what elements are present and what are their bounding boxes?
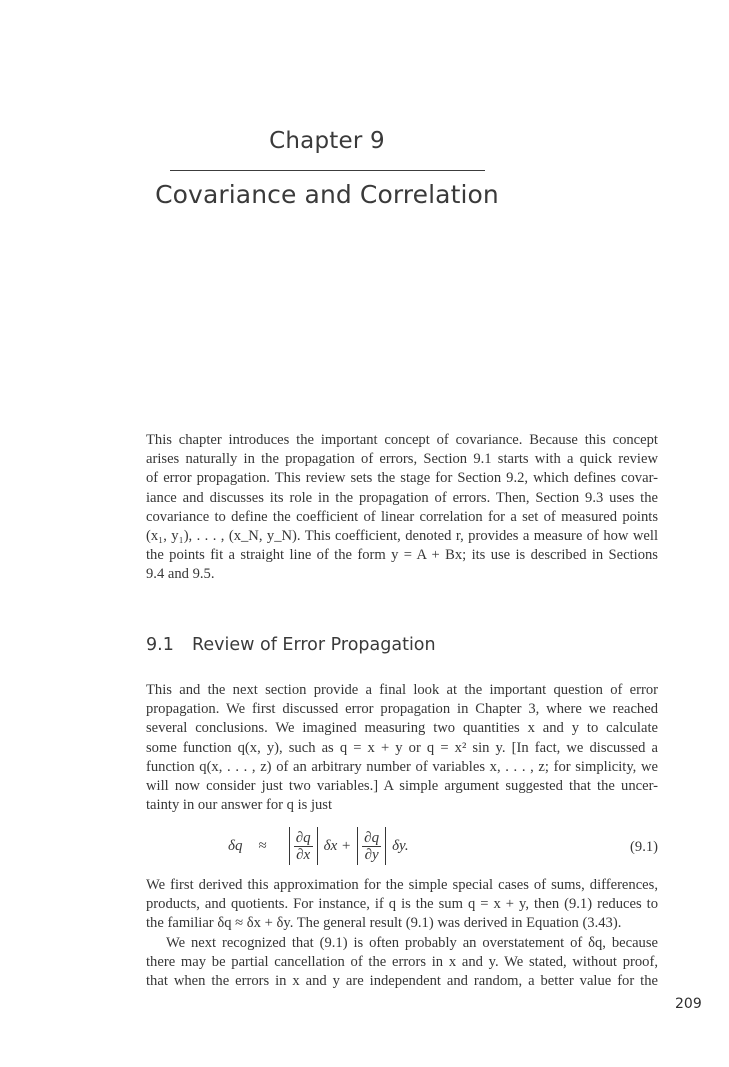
equation-approx: ≈ [258, 837, 267, 854]
intro-line: iance and discusses its role in the propagation of errors. Then, Section 9.3 uses the [146, 489, 658, 506]
body-line: that when the errors in x and y are independent and random, a better value for the [146, 973, 658, 990]
intro-paragraph [146, 431, 658, 585]
partial-q-x-fraction [294, 830, 313, 863]
section-heading [146, 635, 436, 655]
equation-lhs: δq [228, 837, 243, 854]
section-title: Review of Error Propagation [192, 635, 436, 655]
chapter-title: Covariance and Correlation [155, 180, 499, 209]
body-line: there may be partial cancellation of the errors in x and y. We stated, without proof, [146, 953, 658, 970]
page-number: 209 [675, 996, 702, 1012]
intro-line: of error propagation. This review sets the stage for Section 9.2, which defines covar- [146, 470, 658, 487]
body-line: function q(x, . . . , z) of an arbitrary number of variables x, . . . , z; for simplicity, we [146, 758, 658, 775]
intro-line: This chapter introduces the important concept of covariance. Because this concept [146, 432, 658, 448]
intro-line: covariance to define the coefficient of linear correlation for a set of measured points [146, 508, 658, 525]
body-line: the familiar δq ≈ δx + δy. The general result (9.1) was derived in Equation (3.43). [146, 915, 622, 932]
body-line: will now consider just two variables.] A simple argument suggested that the uncer- [146, 778, 658, 795]
partial-q-y-fraction [362, 830, 381, 863]
intro-line: (x₁, y₁), . . . , (x_N, y_N). This coefficient, denoted r, provides a measure of how well [146, 528, 658, 545]
intro-line: arises naturally in the propagation of errors, Section 9.1 starts with a quick review [146, 451, 658, 468]
fraction-numerator: ∂q [295, 829, 311, 846]
body-line: several conclusions. We imagined measuring two quantities x and y to calculate [146, 720, 658, 737]
partial-q-x-abs [289, 827, 318, 865]
fraction-denominator: ∂x [296, 846, 311, 863]
body-line: We first derived this approximation for the simple special cases of sums, differences, [146, 877, 658, 893]
fraction-denominator: ∂y [364, 846, 379, 863]
fraction-numerator: ∂q [364, 829, 380, 846]
chapter-rule [170, 170, 485, 171]
section-paragraph [146, 681, 658, 815]
equation-body [228, 827, 409, 865]
body-line: tainty in our answer for q is just [146, 797, 333, 814]
equation-9-1 [146, 819, 658, 869]
section-number: 9.1 [146, 635, 174, 655]
intro-line: the points fit a straight line of the form y = A + Bx; its use is described in Sections [146, 547, 658, 564]
body-line: propagation. We first discussed error propagation in Chapter 3, where we reached [146, 701, 658, 718]
after-equation-text [146, 876, 658, 991]
body-line: some function q(x, y), such as q = x + y or q = x² sin y. [In fact, we discussed a [146, 739, 658, 756]
intro-line: 9.4 and 9.5. [146, 566, 215, 583]
equation-number: (9.1) [630, 839, 658, 855]
partial-q-y-abs [357, 827, 386, 865]
body-line: We next recognized that (9.1) is often probably an overstatement of δq, because [166, 934, 658, 951]
chapter-label: Chapter 9 [269, 128, 385, 154]
equation-term-x: δx + [323, 837, 352, 854]
body-line: products, and quotients. For instance, if q is the sum q = x + y, then (9.1) reduces to [146, 896, 658, 913]
equation-term-y: δy. [392, 837, 409, 854]
body-line: This and the next section provide a final look at the important question of error [146, 682, 658, 698]
